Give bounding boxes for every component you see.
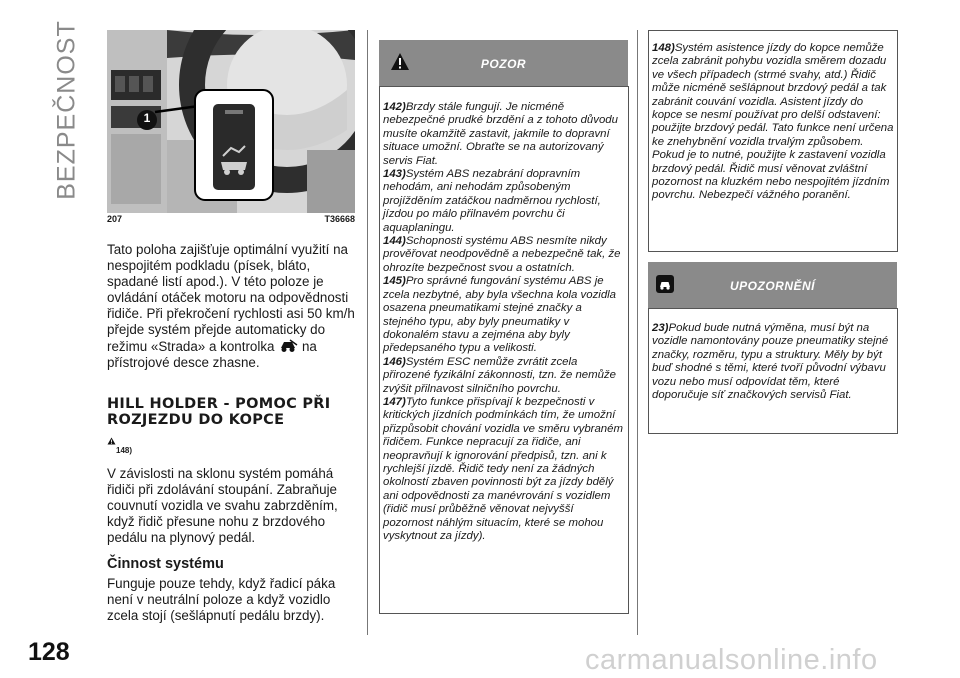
figure-number: 207 [107,214,123,224]
upozorneni-item-23 [652,322,894,402]
item-text: Schopnosti systému ABS nesmíte nikdy prověřovat neodpovědně a nebezpečně tak, že ohrozíte bezpečnost svou a ostatních. [383,235,621,274]
intro-paragraph-part1: Tato poloha zajišťuje optimální využití na nespojitém podkladu (písek, bláto, spadané listí apod.). V této poloze je ovládání otáček motoru na odpovědnosti řidiče. Při překročení rychlosti asi 50 km/h přejde systém přejde automaticky do režimu «Strada» a kontrolka [107,242,355,354]
dashboard-photo [107,30,355,213]
item-text: Systém ABS nezabrání dopravním nehodám, ani nehodám způsobeným projížděním zatáčkou nadměrnou rychlostí, jízdou po málo přilnavém povrchu či aquaplaningu. [383,168,601,234]
item-text: Systém asistence jízdy do kopce nemůže zcela zabránit pohybu vozidla směrem dozadu ve všech případech (strmé svahy, atd.) Řidič může nicméně sešlápnout brzdový pedál a tak zabránit couvání vozidla. Asistent jízdy do kopce se nesmí používat pro delší odstavení: použijte brzdový pedál. Tato funkce není určena ke znehybnění vozidla trvalým způsobem. Pokud je to nutné, použijte k zastavení vozidla brzdový pedál. Řidič musí věnovat zvláštní pozornost na kluzkém nebo nespojitém jízdním povrchu. Nebezpečí vážného poranění. [652,42,894,202]
pozor-item-143 [383,168,625,235]
item-number: 145) [383,275,406,288]
pozor-item-147 [383,396,625,543]
pozor-item-142 [383,101,625,168]
pozor-item-146 [383,356,625,396]
column-divider-1 [367,30,368,635]
item-number: 144) [383,235,406,248]
pozor-title: POZOR [480,57,527,71]
hill-holder-reference: 148) [116,446,133,455]
column-divider-2 [637,30,638,635]
item-text: Pro správné fungování systému ABS je zcela nezbytné, aby byla všechna kola vozidla osazena pneumatikami stejné značky a stejného typu, aby byly pneumatiky v dokonalém stavu a zejména aby byly předepsaného typu a velikosti. [383,275,617,355]
item-number: 142) [383,101,406,113]
section-title: BEZPEČNOST [52,20,81,200]
item-number: 147) [383,395,406,408]
item-number: 146) [383,355,406,368]
intro-paragraph-part2: na přístrojové desce zhasne. [107,338,317,370]
pozor-item-145 [383,275,625,355]
upozorneni-title: UPOZORNĚNÍ [729,279,815,293]
item-text: Tyto funkce přispívají k bezpečnosti v kritických jízdních podmínkách tím, že umožní přizpůsobit chování vozidla ve směru vybraném řidičem. Funkce nepracují za řidiče, ani neopravňují k ignorování předpisů, tzn. ani k rychlejší jízdě. Řidič tedy není za žádných okolností zbaven povinnosti být za jízdy bdělý ani odpovědnosti za manévrování s vozidlem (řidič musí průběžně věnovat nejvyšší pozornost náhlým situacím, které se mohou vyskytnout za jízdy). [383,395,623,542]
system-operation-description: Funguje pouze tehdy, když řadicí páka není v neutrální poloze a když vozidlo zcela stojí (sešlápnutí pedálu brzdy). [107,576,336,624]
watermark: carmanualsonline.info [585,644,878,676]
page-number: 128 [28,638,70,666]
hill-holder-heading: HILL HOLDER - POMOC PŘI ROZJEZDU DO KOPCE [107,396,331,428]
pozor-items [383,101,625,543]
hill-holder-description: V závislosti na sklonu systém pomáhá řidiči při zdolávání stoupání. Zabraňuje couvnutí vozidla ve svahu zabrzděním, když řidič přesune nohu z brzdového pedálu na plynový pedál. [107,466,338,546]
figure-callout-number: 1 [143,111,151,125]
warning-triangle-icon [107,437,116,445]
item-text: Brzdy stále fungují. Je nicméně nebezpečné prudké brzdění a z tohoto důvodu musíte okamžitě zastavit, jakmile to dopravní situace umožní. Obraťte se na autorizovaný servis Fiat. [383,101,618,167]
item-number: 148) [652,42,675,54]
system-operation-heading: Činnost systému [107,556,224,572]
item-text: Pokud bude nutná výměna, musí být na vozidle namontovány pouze pneumatiky stejné značky, rozměru, typu a struktury. Měly by být buď shodné s těmi, které tvoří původní výbavu vozu nebo musí odpovídat těm, které doporučuje síť značkových servisů Fiat. [652,322,889,402]
section-side-tab [52,20,82,200]
item-number: 23) [652,322,669,334]
intro-paragraph [107,242,357,371]
pozor-item-148 [652,42,894,203]
item-text: Systém ESC nemůže zvrátit zcela přirozené fyzikální zákonnosti, tzn. že nemůže zvýšit přilnavost silničního povrchu. [383,355,616,395]
figure-code: T36668 [324,214,355,224]
off-road-warning-light-icon [278,339,298,353]
item-number: 143) [383,168,406,181]
pozor-item-144 [383,235,625,275]
